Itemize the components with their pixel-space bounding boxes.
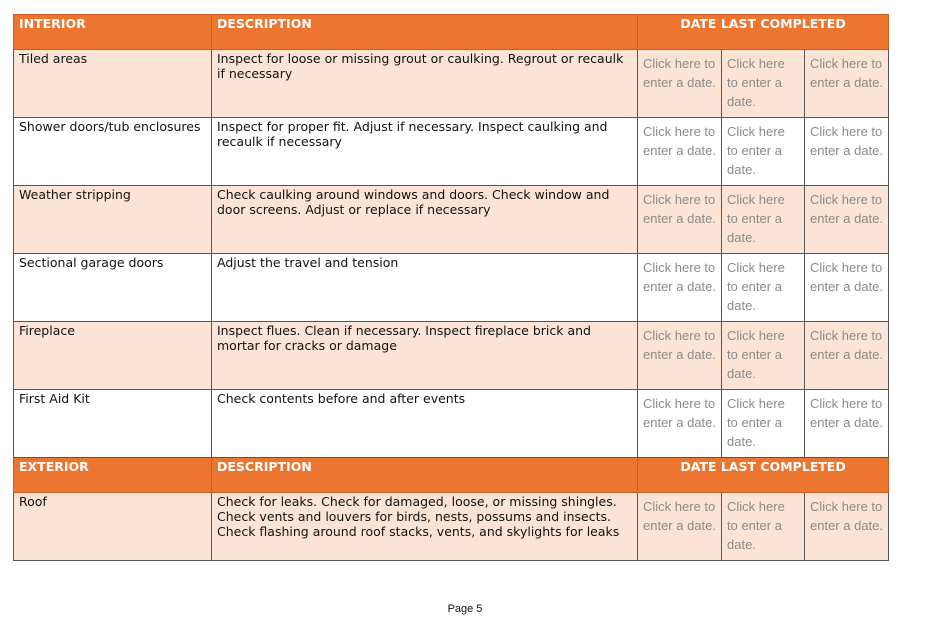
date-picker-field[interactable]: Click here to enter a date. bbox=[810, 499, 883, 533]
date-picker-field[interactable]: Click here to enter a date. bbox=[643, 192, 716, 226]
date-picker-field[interactable]: Click here to enter a date. bbox=[727, 499, 785, 552]
area-cell: Roof bbox=[19, 494, 47, 509]
area-cell: Weather stripping bbox=[19, 187, 131, 202]
table-row bbox=[14, 390, 889, 458]
description-cell: Check contents before and after events bbox=[217, 391, 466, 406]
date-picker-field[interactable]: Click here to enter a date. bbox=[643, 260, 716, 294]
date-picker-field[interactable]: Click here to enter a date. bbox=[643, 56, 716, 90]
description-cell: Check for leaks. Check for damaged, loose, or missing shingles. Check vents and louvers for birds, nests, possums and insects. Check flashing around roof stacks, vents, and skylights for leaks bbox=[217, 494, 620, 539]
date-picker-field[interactable]: Click here to enter a date. bbox=[727, 260, 785, 313]
area-cell: Fireplace bbox=[19, 323, 75, 338]
date-column-header: DATE LAST COMPLETED bbox=[680, 459, 846, 474]
maintenance-table bbox=[13, 14, 889, 561]
area-cell: Tiled areas bbox=[19, 51, 88, 66]
area-cell: Shower doors/tub enclosures bbox=[19, 119, 201, 134]
description-cell: Inspect for loose or missing grout or caulking. Regrout or recaulk if necessary bbox=[217, 51, 624, 81]
date-picker-field[interactable]: Click here to enter a date. bbox=[643, 396, 716, 430]
description-column-header: DESCRIPTION bbox=[217, 459, 312, 474]
date-picker-field[interactable]: Click here to enter a date. bbox=[810, 396, 883, 430]
description-cell: Check caulking around windows and doors. Check window and door screens. Adjust or replace if necessary bbox=[217, 187, 610, 217]
date-picker-field[interactable]: Click here to enter a date. bbox=[727, 328, 785, 381]
page-number: Page 5 bbox=[447, 603, 483, 615]
date-picker-field[interactable]: Click here to enter a date. bbox=[727, 396, 785, 449]
date-picker-field[interactable]: Click here to enter a date. bbox=[643, 328, 716, 362]
table-row bbox=[14, 493, 889, 561]
date-picker-field[interactable]: Click here to enter a date. bbox=[643, 499, 716, 533]
table-row bbox=[14, 186, 889, 254]
date-picker-field[interactable]: Click here to enter a date. bbox=[643, 124, 716, 158]
date-picker-field[interactable]: Click here to enter a date. bbox=[727, 192, 785, 245]
table-row bbox=[14, 322, 889, 390]
date-picker-field[interactable]: Click here to enter a date. bbox=[810, 124, 883, 158]
date-picker-field[interactable]: Click here to enter a date. bbox=[810, 328, 883, 362]
date-column-header: DATE LAST COMPLETED bbox=[680, 16, 846, 31]
section-header-exterior bbox=[14, 458, 889, 493]
date-picker-field[interactable]: Click here to enter a date. bbox=[727, 124, 785, 177]
table-row bbox=[14, 118, 889, 186]
description-column-header: DESCRIPTION bbox=[217, 16, 312, 31]
area-column-header: INTERIOR bbox=[19, 16, 86, 31]
description-cell: Adjust the travel and tension bbox=[217, 255, 399, 270]
section-header-interior bbox=[14, 15, 889, 50]
table-row bbox=[14, 50, 889, 118]
area-cell: First Aid Kit bbox=[19, 391, 90, 406]
date-picker-field[interactable]: Click here to enter a date. bbox=[810, 192, 883, 226]
date-picker-field[interactable]: Click here to enter a date. bbox=[810, 260, 883, 294]
area-cell: Sectional garage doors bbox=[19, 255, 164, 270]
description-cell: Inspect for proper fit. Adjust if necessary. Inspect caulking and recaulk if necessary bbox=[217, 119, 608, 149]
area-column-header: EXTERIOR bbox=[19, 459, 89, 474]
table-row bbox=[14, 254, 889, 322]
description-cell: Inspect flues. Clean if necessary. Inspect fireplace brick and mortar for cracks or damage bbox=[217, 323, 591, 353]
date-picker-field[interactable]: Click here to enter a date. bbox=[810, 56, 883, 90]
date-picker-field[interactable]: Click here to enter a date. bbox=[727, 56, 785, 109]
